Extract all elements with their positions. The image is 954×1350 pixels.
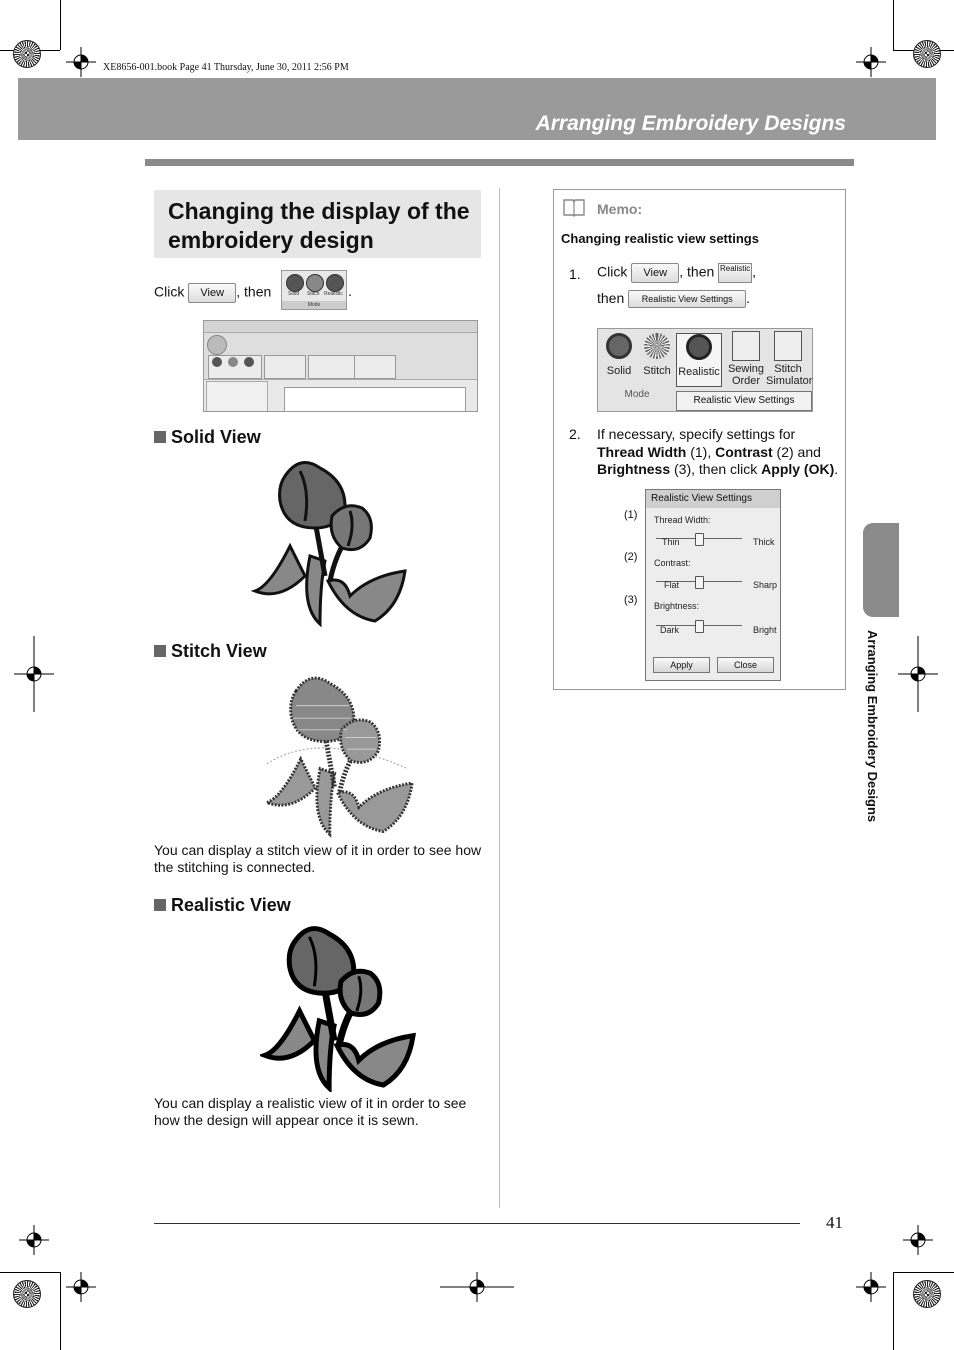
section-title: Changing the display of the embroidery design	[168, 198, 470, 253]
stitch-icon	[228, 357, 238, 367]
period: .	[348, 283, 352, 299]
stitch-view-description: You can display a stitch view of it in order to see how the stitching is connected.	[154, 842, 482, 875]
app-titlebar	[204, 321, 477, 333]
close-button[interactable]: Close	[717, 657, 774, 673]
sewing-order-panel	[206, 381, 268, 412]
click-instruction	[154, 283, 271, 303]
design-canvas	[284, 387, 466, 412]
then-text: , then	[236, 283, 272, 300]
stitch-mode-button[interactable]	[638, 333, 676, 377]
contrast-slider-thumb[interactable]	[695, 576, 704, 589]
mode-group-label: Mode	[624, 389, 650, 400]
mode-ribbon-panel	[597, 328, 813, 412]
then-text: , then	[679, 263, 715, 280]
brightness-slider-thumb[interactable]	[695, 620, 704, 633]
show-hide-group	[264, 355, 306, 379]
solid-view-heading	[154, 427, 261, 448]
square-bullet-icon	[154, 899, 166, 911]
realistic-view-heading	[154, 895, 291, 916]
realistic-button[interactable]: Realistic	[718, 263, 752, 283]
realistic-view-settings-menu-item[interactable]: Realistic View Settings	[676, 391, 812, 411]
tulip-realistic-image	[260, 922, 418, 1092]
app-menu-icon	[207, 335, 227, 355]
stitch-label: Stitch	[643, 365, 671, 377]
stitch-icon	[644, 333, 670, 359]
step-2-text: If necessary, specify settings for Thread Width (1), Contrast (2) and Brightness (3), then click Apply (OK).	[597, 426, 839, 477]
realistic-mini-label: Realistic	[324, 291, 343, 297]
sewing-order-button[interactable]	[726, 331, 766, 387]
side-tab	[863, 523, 899, 617]
stitch-view-heading	[154, 641, 267, 662]
memo-heading: Changing realistic view settings	[561, 231, 759, 246]
side-tab-text	[866, 630, 880, 870]
period-text: .	[746, 290, 751, 306]
square-bullet-icon	[154, 431, 166, 443]
realistic-view-description: You can display a realistic view of it in order to see how the design will appear once it is sewn.	[154, 1095, 467, 1128]
solid-mode-button[interactable]	[600, 333, 638, 377]
mode-mini-label: Mode	[282, 301, 346, 309]
contrast-label: Contrast:	[654, 558, 691, 568]
solid-mini-label: Solid	[288, 291, 300, 297]
realistic-view-settings-button[interactable]: Realistic View Settings	[628, 290, 746, 308]
column-divider	[499, 188, 500, 1208]
sharp-label: Sharp	[753, 580, 778, 590]
flat-label: Flat	[664, 580, 680, 590]
realistic-view-heading-text: Realistic View	[171, 895, 291, 915]
click-text: Click	[597, 263, 628, 280]
stitch-simulator-button[interactable]	[766, 331, 813, 387]
solid-label: Solid	[606, 365, 632, 377]
view-tab-button[interactable]: View	[188, 283, 236, 303]
realistic-icon	[244, 357, 254, 367]
step-1-line-2	[597, 290, 750, 308]
thick-label: Thick	[753, 537, 775, 547]
thin-label: Thin	[662, 537, 680, 547]
step-1-number: 1.	[569, 266, 581, 282]
dialog-title: Realistic View Settings	[646, 490, 780, 508]
tulip-stitch-image	[262, 670, 417, 840]
realistic-icon	[686, 334, 712, 360]
step-1-line-1	[597, 263, 756, 283]
app-screenshot	[203, 320, 478, 412]
tulip-solid-image	[250, 456, 410, 628]
dark-label: Dark	[660, 625, 680, 635]
stitch-simulator-label: Stitch Simulator	[766, 363, 813, 387]
stitch-mini-label: Stitch	[307, 291, 320, 297]
click-text: Click	[154, 283, 185, 300]
memo-label: Memo:	[597, 201, 643, 217]
sewing-order-icon	[732, 331, 760, 361]
thread-width-label: Thread Width:	[654, 515, 711, 525]
stitch-icon	[306, 274, 324, 292]
solid-icon	[212, 357, 222, 367]
view-tab-button[interactable]: View	[631, 263, 679, 283]
mode-group-mini	[281, 270, 347, 310]
bright-label: Bright	[753, 625, 777, 635]
header-title: Arranging Embroidery Designs	[535, 112, 846, 135]
book-icon	[562, 197, 586, 217]
book-info-line: XE8656-001.book Page 41 Thursday, June 30, 2011 2:56 PM	[103, 62, 349, 73]
thread-width-slider-thumb[interactable]	[695, 533, 704, 546]
realistic-icon	[326, 274, 344, 292]
side-tab-label: Arranging Embroidery Designs	[865, 630, 880, 823]
square-bullet-icon	[154, 645, 166, 657]
grid-group	[354, 355, 396, 379]
bottom-rule	[154, 1223, 800, 1224]
app-ribbon	[204, 333, 477, 380]
marker-1: (1)	[624, 509, 638, 521]
sewing-order-label: Sewing Order	[727, 363, 765, 387]
solid-icon	[606, 333, 632, 359]
apply-button[interactable]: Apply	[653, 657, 710, 673]
stitch-view-heading-text: Stitch View	[171, 641, 267, 661]
marker-3: (3)	[624, 594, 638, 606]
realistic-label: Realistic	[678, 366, 720, 378]
step-2-number: 2.	[569, 426, 581, 442]
top-rule	[145, 159, 854, 166]
realistic-view-settings-dialog	[645, 489, 781, 681]
stitch-simulator-icon	[774, 331, 802, 361]
comma-text: ,	[752, 263, 757, 280]
realistic-mode-button[interactable]	[676, 333, 722, 387]
then-text: then	[597, 290, 625, 306]
solid-view-heading-text: Solid View	[171, 427, 261, 447]
brightness-label: Brightness:	[654, 601, 700, 611]
solid-icon	[286, 274, 304, 292]
page-number: 41	[826, 1213, 843, 1232]
marker-2: (2)	[624, 551, 638, 563]
